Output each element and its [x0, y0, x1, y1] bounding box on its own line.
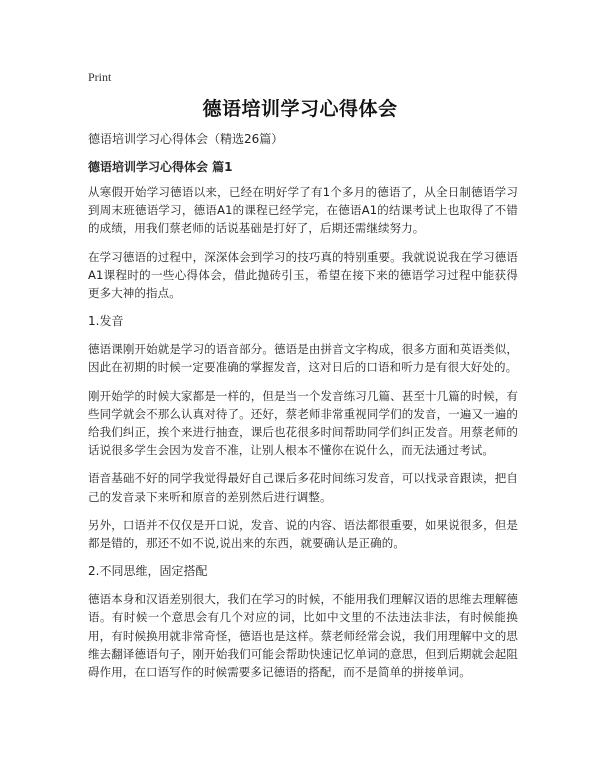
paragraph-pronunciation-1: 德语课刚开始就是学习的语音部分。德语是由拼音文字构成，很多方面和英语类似，因此在初期的时候一定要准确的掌握发音，这对日后的口语和听力是有很大好处的。	[88, 342, 518, 375]
paragraph-intro: 从寒假开始学习德语以来，已经在明好学了有1个多月的德语了，从全日制德语学习到周末班德语学习，德语A1的课程已经学完，在德语A1的结课考试上也取得了不错的成绩，用我们蔡老师的话说基础是打好了，后期还需继续努力。	[88, 185, 518, 236]
point-heading-pronunciation: 1.发音	[88, 314, 124, 329]
article-subtitle: 德语培训学习心得体会（精选26篇）	[88, 132, 284, 146]
section-heading: 德语培训学习心得体会 篇1	[88, 160, 233, 174]
page-title: 德语培训学习心得体会	[202, 98, 398, 120]
article-body	[88, 130, 518, 691]
paragraph-thinking: 德语本身和汉语差别很大，我们在学习的时候，不能用我们理解汉语的思维去理解德语。有时候一个意思会有几个对应的词，比如中文里的不法违法非法，有时候能换用，有时候换用就非常奇怪，德语也是这样。蔡老师经常会说，我们用理解中文的思维去翻译德语句子，刚开始我们可能会帮助快速记忆单词的意思，但到后期就会起阻碍作用，在口语写作的时候需要多记德语的搭配，而不是简单的拼接单词。	[88, 592, 518, 680]
print-link[interactable]: Print	[88, 70, 112, 84]
paragraph-speaking: 另外，口语并不仅仅是开口说，发音、说的内容、语法都很重要，如果说很多，但是都是错的，那还不如不说,说出来的东西，就要确认是正确的。	[88, 517, 518, 551]
paragraph-tips: 在学习德语的过程中，深深体会到学习的技巧真的特别重要。我就说说我在学习德语A1课程时的一些心得体会，借此抛砖引玉，希望在接下来的德语学习过程中能获得更多大神的指点。	[88, 249, 518, 301]
paragraph-pronunciation-3: 语音基础不好的同学我觉得最好自己课后多花时间练习发音，可以找录音跟读，把自己的发音录下来听和原音的差别然后进行调整。	[88, 471, 518, 504]
point-heading-thinking: 2.不同思维，固定搭配	[88, 564, 208, 579]
paragraph-pronunciation-2: 刚开始学的时候大家都是一样的，但是当一个发音练习几篇、甚至十几篇的时候，有些同学就会不那么认真对待了。还好，蔡老师非常重视同学们的发音，一遍又一遍的给我们纠正，挨个来进行抽查，课后也花很多时间帮助同学们纠正发音。用蔡老师的话说很多学生会因为发音不准，让别人根本不懂你在说什么，而无法通过考试。	[88, 388, 518, 458]
